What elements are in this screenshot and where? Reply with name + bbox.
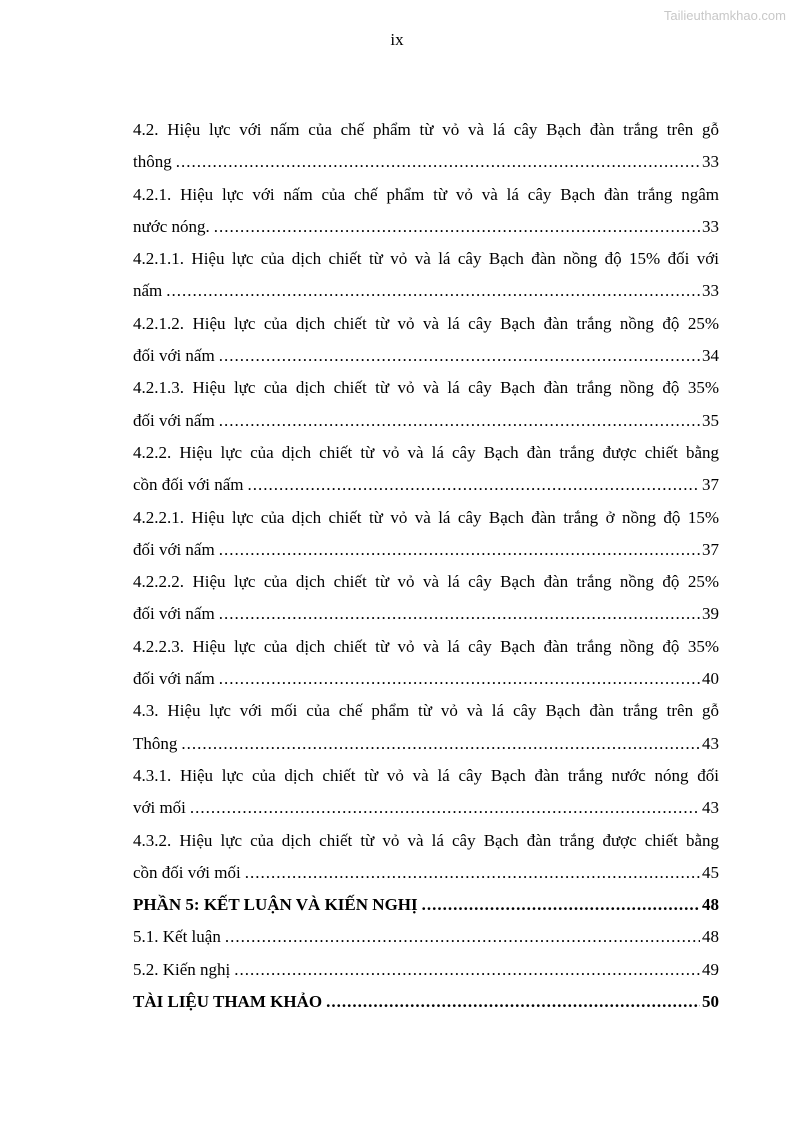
toc-entry-page-number: 34: [702, 346, 719, 366]
toc-entry[interactable]: [133, 889, 719, 921]
toc-entry[interactable]: [133, 760, 719, 825]
toc-entry-page-number: 48: [702, 895, 719, 915]
toc-entry-title: thông: [133, 152, 172, 172]
toc-entry-title-line: 4.3. Hiệu lực với mối của chế phẩm từ vỏ và lá cây Bạch đàn trắng trên gỗ: [133, 701, 719, 721]
toc-entry-title-line: 4.2. Hiệu lực với nấm của chế phẩm từ vỏ và lá cây Bạch đàn trắng trên gỗ: [133, 120, 719, 139]
toc-entry-title-line: 4.2.2.1. Hiệu lực của dịch chiết từ vỏ và lá cây Bạch đàn trắng ở nồng độ 15%: [133, 507, 719, 527]
toc-entry-title-line: 4.2.1.2. Hiệu lực của dịch chiết từ vỏ và lá cây Bạch đàn trắng nồng độ 25%: [133, 313, 719, 333]
toc-entry[interactable]: [133, 114, 719, 179]
toc-entry-title: đối với nấm: [133, 539, 215, 559]
toc-entry-title: TÀI LIỆU THAM KHẢO: [133, 992, 323, 1012]
toc-entry-leader-line: [133, 728, 719, 760]
toc-entry-title: đối với nấm: [133, 346, 215, 366]
dot-leader: [176, 146, 700, 178]
toc-entry-page-number: 40: [702, 669, 719, 689]
toc-entry[interactable]: [133, 179, 719, 244]
toc-entry-leader-line: [133, 534, 719, 566]
toc-entry-leader-line: [133, 792, 719, 824]
dot-leader: [219, 340, 700, 372]
toc-entry-title: cồn đối với nấm: [133, 475, 244, 495]
toc-entry-leader-line: [133, 889, 719, 921]
toc-entry-title: với mối: [133, 798, 186, 818]
toc-entry-page-number: 35: [702, 410, 719, 430]
toc-entry-leader-line: [133, 211, 719, 243]
toc-entry[interactable]: [133, 825, 719, 890]
toc-entry-page-number: 45: [702, 862, 719, 882]
toc-entry-title: đối với nấm: [133, 410, 215, 430]
dot-leader: [245, 857, 700, 889]
toc-entry[interactable]: [133, 372, 719, 437]
dot-leader: [181, 728, 700, 760]
toc-entry-leader-line: [133, 598, 719, 630]
dot-leader: [225, 921, 700, 953]
toc-entry-leader-line: [133, 469, 719, 501]
dot-leader: [190, 792, 700, 824]
toc-entry[interactable]: [133, 986, 719, 1018]
toc-entry[interactable]: [133, 308, 719, 373]
toc-entry-leader-line: [133, 340, 719, 372]
dot-leader: [219, 598, 700, 630]
toc-entry-leader-line: [133, 146, 719, 178]
table-of-contents: [133, 114, 719, 1018]
dot-leader: [166, 275, 700, 307]
dot-leader: [219, 534, 700, 566]
dot-leader: [219, 405, 700, 437]
watermark: Tailieuthamkhao.com: [663, 8, 786, 23]
toc-entry-leader-line: [133, 986, 719, 1018]
toc-entry-leader-line: [133, 954, 719, 986]
toc-entry[interactable]: [133, 695, 719, 760]
toc-entry-title-line: 4.2.1.3. Hiệu lực của dịch chiết từ vỏ và lá cây Bạch đàn trắng nồng độ 35%: [133, 378, 719, 398]
toc-entry-title-line: 4.2.2. Hiệu lực của dịch chiết từ vỏ và lá cây Bạch đàn trắng được chiết bằng: [133, 442, 719, 462]
toc-entry[interactable]: [133, 631, 719, 696]
toc-entry-title-line: 4.2.2.2. Hiệu lực của dịch chiết từ vỏ và lá cây Bạch đàn trắng nồng độ 25%: [133, 572, 719, 592]
toc-entry-title-line: 4.2.1.1. Hiệu lực của dịch chiết từ vỏ và lá cây Bạch đàn nồng độ 15% đối với: [133, 249, 719, 269]
dot-leader: [422, 889, 700, 921]
dot-leader: [219, 663, 700, 695]
toc-entry-title: 5.2. Kiến nghị: [133, 959, 231, 979]
toc-entry-page-number: 37: [702, 539, 719, 559]
toc-entry-title-line: 4.2.1. Hiệu lực với nấm của chế phẩm từ vỏ và lá cây Bạch đàn trắng ngâm: [133, 184, 719, 204]
dot-leader: [214, 211, 700, 243]
toc-entry-leader-line: [133, 921, 719, 953]
toc-entry-leader-line: [133, 857, 719, 889]
toc-entry[interactable]: [133, 437, 719, 502]
toc-entry-page-number: 37: [702, 475, 719, 495]
toc-entry[interactable]: [133, 502, 719, 567]
toc-entry-title: nước nóng.: [133, 216, 210, 236]
toc-entry-title: 5.1. Kết luận: [133, 927, 221, 947]
toc-entry-page-number: 33: [702, 281, 719, 301]
toc-entry[interactable]: [133, 954, 719, 986]
toc-entry-page-number: 43: [702, 798, 719, 818]
toc-entry-page-number: 49: [702, 959, 719, 979]
toc-entry[interactable]: [133, 921, 719, 953]
toc-entry-page-number: 43: [702, 733, 719, 753]
toc-entry-page-number: 39: [702, 604, 719, 624]
toc-entry[interactable]: [133, 566, 719, 631]
toc-entry-leader-line: [133, 663, 719, 695]
toc-entry-title: đối với nấm: [133, 604, 215, 624]
toc-entry-page-number: 33: [702, 152, 719, 172]
toc-entry-title: cồn đối với mối: [133, 862, 241, 882]
toc-entry-page-number: 33: [702, 216, 719, 236]
toc-entry-title: Thông: [133, 733, 178, 753]
toc-entry-leader-line: [133, 275, 719, 307]
dot-leader: [326, 986, 700, 1018]
toc-entry-title: nấm: [133, 281, 163, 301]
toc-entry-title-line: 4.2.2.3. Hiệu lực của dịch chiết từ vỏ và lá cây Bạch đàn trắng nồng độ 35%: [133, 636, 719, 656]
dot-leader: [234, 954, 700, 986]
toc-entry-title-line: 4.3.2. Hiệu lực của dịch chiết từ vỏ và lá cây Bạch đàn trắng được chiết bằng: [133, 830, 719, 850]
page-number: ix: [390, 30, 404, 49]
toc-entry-title-line: 4.3.1. Hiệu lực của dịch chiết từ vỏ và lá cây Bạch đàn trắng nước nóng đối: [133, 765, 719, 785]
toc-entry-page-number: 48: [702, 927, 719, 947]
toc-entry[interactable]: [133, 243, 719, 308]
dot-leader: [248, 469, 701, 501]
toc-entry-leader-line: [133, 405, 719, 437]
toc-entry-title: đối với nấm: [133, 669, 215, 689]
toc-entry-page-number: 50: [702, 992, 719, 1012]
toc-entry-title: PHẦN 5: KẾT LUẬN VÀ KIẾN NGHỊ: [133, 895, 418, 915]
